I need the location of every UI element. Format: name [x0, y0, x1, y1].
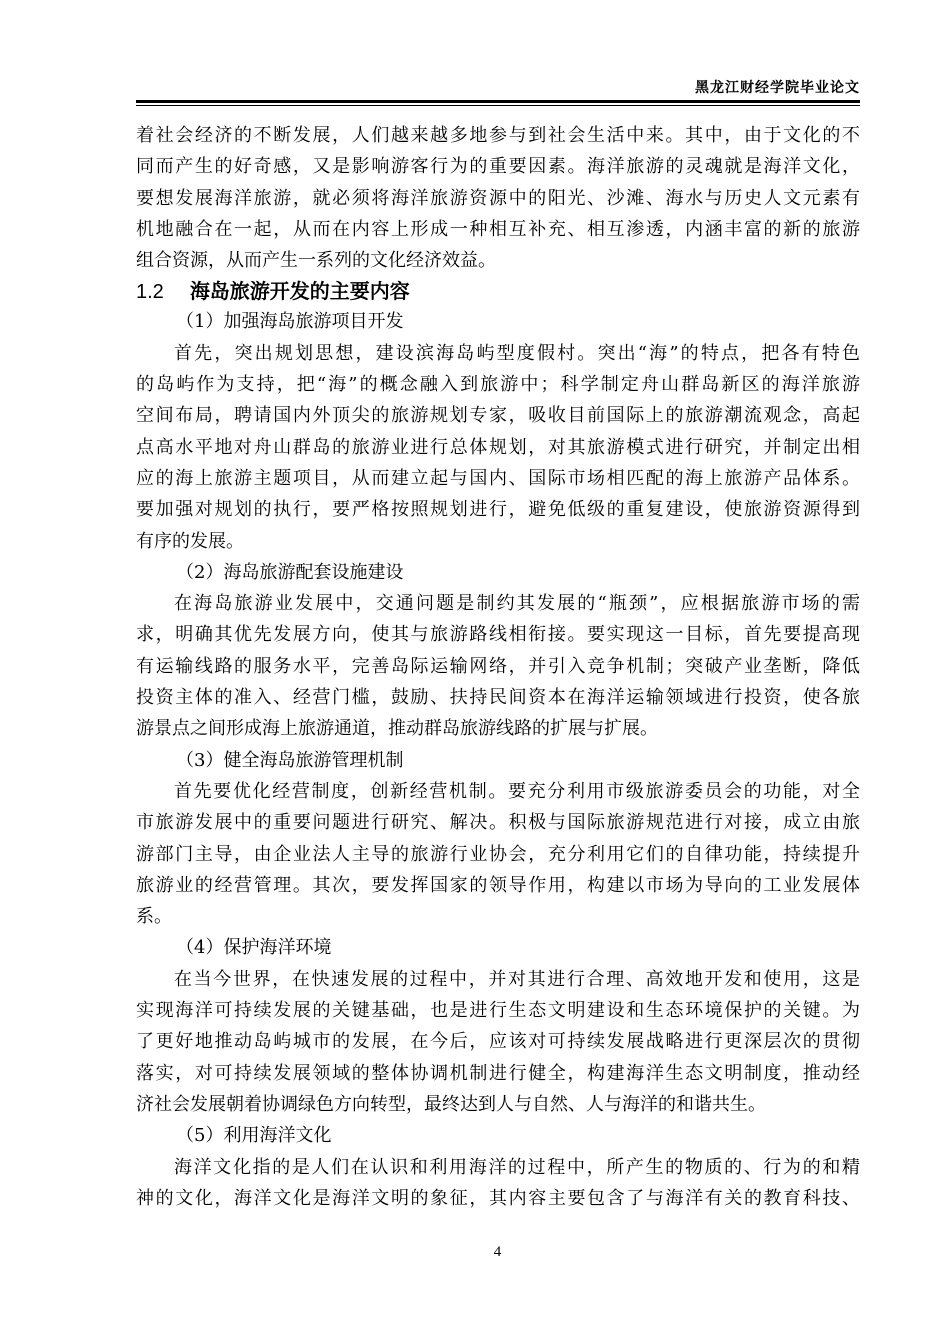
text-line: 首先要优化经营制度，创新经营机制。要充分利用市级旅游委员会的功能，对全: [174, 780, 860, 802]
text-line: 市旅游发展中的重要问题进行研究、解决。积极与国际旅游规范进行对接，成立由旅: [136, 812, 860, 834]
paragraph: [136, 776, 860, 932]
text-line: 求，明确其优先发展方向，使其与旅游路线相衔接。要实现这一目标，首先要提高现: [136, 624, 860, 646]
text-line: 在海岛旅游业发展中，交通问题是制约其发展的“瓶颈”，应根据旅游市场的需: [174, 593, 860, 615]
text-line: 点高水平地对舟山群岛的旅游业进行总体规划，对其旅游模式进行研究，并制定出相: [136, 436, 860, 458]
text-line: 机地融合在一起，从而在内容上形成一种相互补充、相互渗透，内涵丰富的新的旅游: [136, 218, 860, 240]
text-line: 落实，对可持续发展领域的整体协调机制进行健全，构建海洋生态文明制度，推动经: [136, 1062, 860, 1084]
paragraph: [136, 338, 860, 557]
text-line: 游部门主导，由企业法人主导的旅游行业协会，充分利用它们的自律功能，持续提升: [136, 843, 860, 865]
text-line: 实现海洋可持续发展的关键基础，也是进行生态文明建设和生态环境保护的关键。为: [136, 1000, 860, 1022]
text-line: 组合资源，从而产生一系列的文化经济效益。: [136, 250, 496, 272]
paragraph: [136, 964, 860, 1120]
page-body: [136, 120, 860, 1214]
text-line: 在当今世界，在快速发展的过程中，并对其进行合理、高效地开发和使用，这是: [174, 968, 860, 990]
section-heading: [136, 276, 860, 306]
text-line: 有序的发展。: [136, 530, 244, 552]
text-line: 应的海上旅游主题项目，从而建立起与国内、国际市场相匹配的海上旅游产品体系。: [136, 467, 860, 489]
header-rule-thin: [136, 105, 860, 106]
subsection-heading: （3）健全海岛旅游管理机制: [176, 749, 404, 771]
text-line: 投资主体的准入、经营门槛，鼓励、扶持民间资本在海洋运输领域进行投资，使各旅: [136, 687, 860, 709]
text-line: 系。: [136, 906, 172, 928]
subsection-heading: （2）海岛旅游配套设施建设: [176, 561, 404, 583]
section-number: 1.2: [136, 281, 164, 304]
running-header: 黑龙江财经学院毕业论文: [695, 80, 860, 96]
text-line: 游景点之间形成海上旅游通道，推动群岛旅游线路的扩展与扩展。: [136, 718, 658, 740]
subsection-heading: （1）加强海岛旅游项目开发: [176, 311, 404, 333]
text-line: 海洋文化指的是人们在认识和利用海洋的过程中，所产生的物质的、行为的和精: [174, 1156, 860, 1178]
text-line: 济社会发展朝着协调绿色方向转型，最终达到人与自然、人与海洋的和谐共生。: [136, 1093, 766, 1115]
text-line: 旅游业的经营管理。其次，要发挥国家的领导作用，构建以市场为导向的工业发展体: [136, 874, 860, 896]
intro-paragraph: [136, 120, 860, 276]
subsection-heading: （4）保护海洋环境: [176, 937, 332, 959]
text-line: 着社会经济的不断发展，人们越来越多地参与到社会生活中来。其中，由于文化的不: [136, 125, 860, 146]
text-line: 要加强对规划的执行，要严格按照规划进行，避免低级的重复建设，使旅游资源得到: [136, 499, 860, 521]
page-number: 4: [493, 1244, 502, 1260]
text-line: 首先，突出规划思想，建设滨海岛屿型度假村。突出“海”的特点，把各有特色: [174, 342, 860, 364]
subsection-heading: （5）利用海洋文化: [176, 1125, 332, 1147]
paragraph: [136, 1152, 860, 1215]
paragraph: [136, 588, 860, 744]
text-line: 同而产生的好奇感，又是影响游客行为的重要因素。海洋旅游的灵魂就是海洋文化，: [136, 156, 860, 178]
section-title: 海岛旅游开发的主要内容: [189, 279, 410, 304]
text-line: 了更好地推动岛屿城市的发展，在今后，应该对可持续发展战略进行更深层次的贯彻: [136, 1031, 860, 1053]
text-line: 要想发展海洋旅游，就必须将海洋旅游资源中的阳光、沙滩、海水与历史人文元素有: [136, 187, 860, 209]
header-rule-thick: [136, 100, 860, 103]
text-line: 神的文化，海洋文化是海洋文明的象征，其内容主要包含了与海洋有关的教育科技、: [136, 1187, 860, 1209]
text-line: 的岛屿作为支持，把“海”的概念融入到旅游中；科学制定舟山群岛新区的海洋旅游: [136, 374, 860, 396]
text-line: 空间布局，聘请国内外顶尖的旅游规划专家，吸收目前国际上的旅游潮流观念，高起: [136, 405, 860, 427]
text-line: 有运输线路的服务水平，完善岛际运输网络，并引入竞争机制；突破产业垄断，降低: [136, 655, 860, 677]
